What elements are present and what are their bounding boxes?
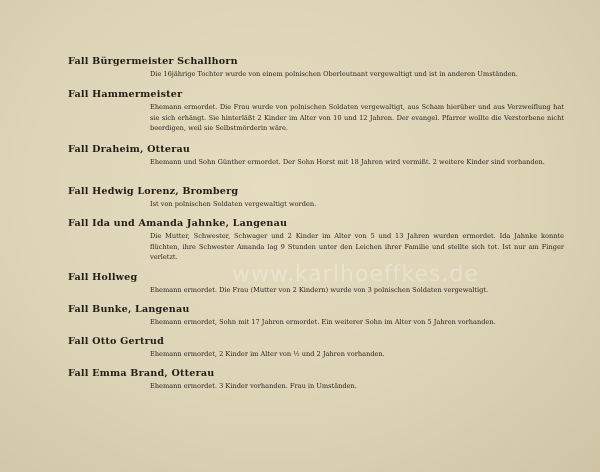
case-title: Fall Hedwig Lorenz, Bromberg <box>68 186 239 197</box>
case-entry-jahnke <box>68 218 568 263</box>
case-entry-hammermeister <box>68 89 568 134</box>
case-entry-bunke <box>68 304 568 328</box>
case-description: Ehemann ermordet, 2 Kinder im Alter von ½ und 2 Jahren vorhanden. <box>150 350 385 358</box>
case-entry-schallhorn <box>68 56 568 80</box>
case-entry-otto <box>68 336 568 360</box>
case-title: Fall Bürgermeister Schallhorn <box>68 56 238 67</box>
case-title: Fall Hollweg <box>68 272 138 283</box>
case-title: Fall Hammermeister <box>68 89 183 100</box>
case-entry-brand <box>68 368 568 392</box>
case-description: Die Mutter, Schwester, Schwager und 2 Kinder im Alter von 5 und 13 Jahren wurden ermordet. Ida Jahnke konnte flüchten, ihre Schwester Amanda lag 9 Stunden unter den Leichen ihrer Familie und stellte sich tot. Ist nur am Finger verletzt. <box>150 232 564 262</box>
case-description: Ehemann ermordet, Sohn mit 17 Jahren ermordet. Ein weiterer Sohn im Alter von 5 Jahren vorhanden. <box>150 318 496 326</box>
case-description: Ehemann und Sohn Günther ermordet. Der Sohn Horst mit 18 Jahren wird vermißt. 2 weitere Kinder sind vorhanden. <box>150 158 545 166</box>
watermark-text: www.karlhoeffkes.de <box>232 262 479 287</box>
case-description: Ehemann ermordet. 3 Kinder vorhanden. Frau in Umständen. <box>150 382 357 390</box>
case-entry-lorenz <box>68 186 568 210</box>
case-title: Fall Otto Gertrud <box>68 336 165 347</box>
case-title: Fall Emma Brand, Otterau <box>68 368 215 379</box>
case-entry-draheim <box>68 144 568 168</box>
case-description: Die 16jährige Tochter wurde von einem polnischen Oberleutnant vergewaltigt und ist in anderen Umständen. <box>150 70 518 78</box>
case-title: Fall Draheim, Otterau <box>68 144 191 155</box>
case-description: Ist von polnischen Soldaten vergewaltigt worden. <box>150 200 317 208</box>
case-description: Ehemann ermordet. Die Frau (Mutter von 2 Kindern) wurde von 3 polnischen Soldaten vergewaltigt. <box>150 286 489 294</box>
case-description: Ehemann ermordet. Die Frau wurde von polnischen Soldaten vergewaltigt, aus Scham hierüber und aus Verzweiflung hat sie sich erhängt. Sie hinterläßt 2 Kinder im Alter von 10 und 12 Jahren. Der evangel. Pfarrer wollte die Verstorbene nicht beerdigen, weil sie Selbstmörderin wäre. <box>150 103 564 133</box>
case-title: Fall Bunke, Langenau <box>68 304 190 315</box>
case-title: Fall Ida und Amanda Jahnke, Langenau <box>68 218 288 229</box>
